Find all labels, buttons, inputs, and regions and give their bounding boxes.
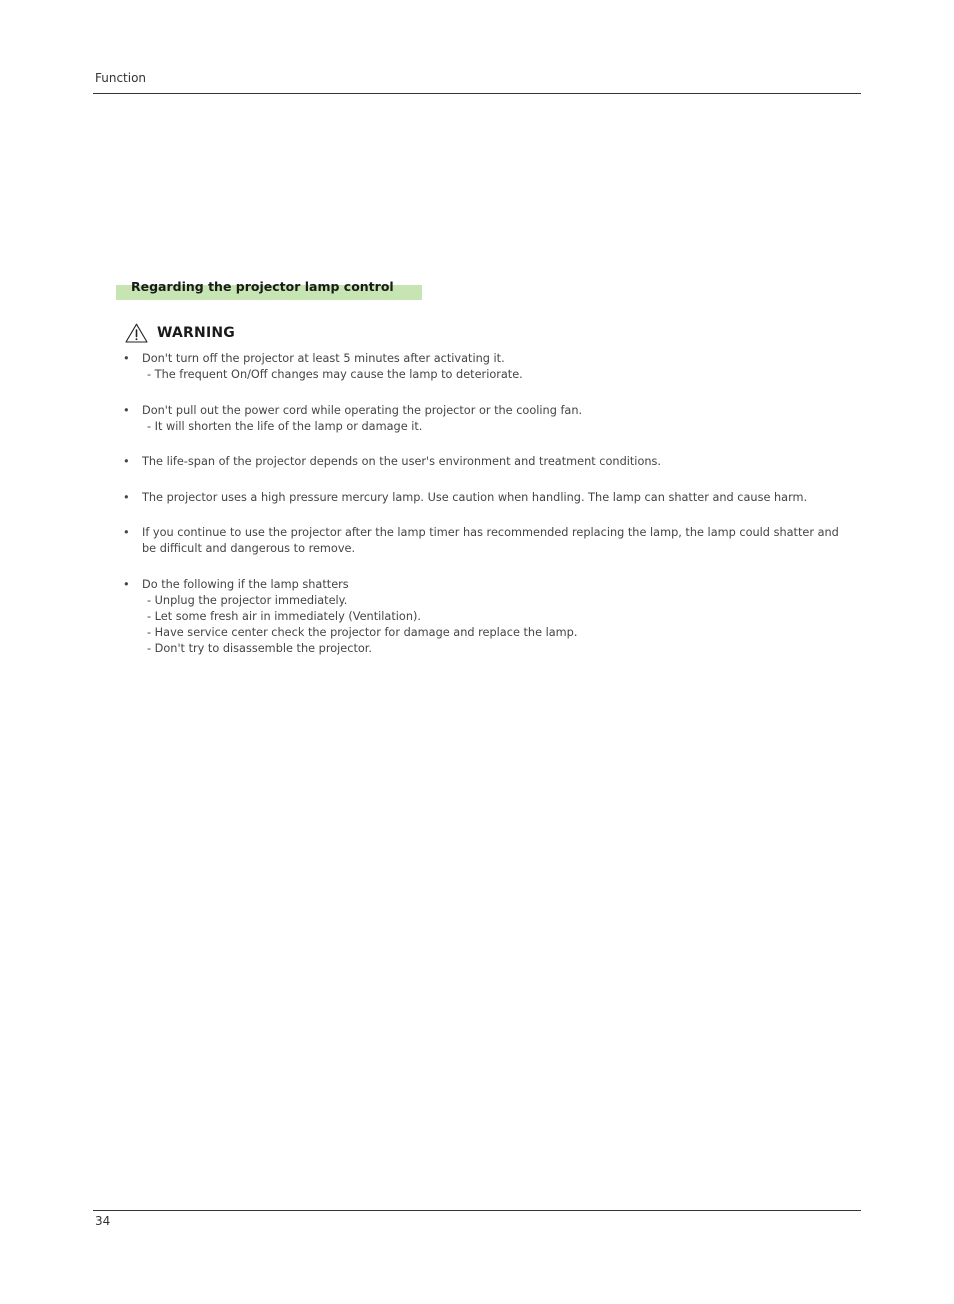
page-number: 34 (95, 1214, 111, 1228)
list-item-text: Do the following if the lamp shatters (142, 577, 349, 591)
list-item-text: The projector uses a high pressure mercury lamp. Use caution when handling. The lamp can shatter and cause harm. (142, 490, 808, 504)
list-item-subtext: - Unplug the projector immediately. (147, 593, 348, 607)
warning-triangle-icon (125, 323, 148, 343)
list-item (122, 351, 842, 383)
list-item (122, 490, 842, 506)
list-item-subtext: - The frequent On/Off changes may cause the lamp to deteriorate. (147, 368, 523, 381)
list-item-subtext: - Let some fresh air in immediately (Ventilation). (147, 609, 421, 623)
warning-label: WARNING (157, 325, 235, 341)
list-item-subtext: - It will shorten the life of the lamp or damage it. (147, 419, 423, 433)
bullet-marker: • (123, 526, 130, 539)
bullet-marker: • (123, 403, 130, 417)
list-item (122, 525, 842, 557)
section-title: Regarding the projector lamp control (131, 279, 394, 294)
list-item-subtext: - Don't try to disassemble the projector. (147, 641, 372, 655)
list-item (122, 403, 842, 435)
list-item-text: The life-span of the projector depends on the user's environment and treatment conditions. (142, 455, 661, 468)
list-item (122, 454, 842, 470)
header-divider (93, 93, 861, 94)
footer-divider (93, 1210, 861, 1211)
list-item-text: Don't turn off the projector at least 5 minutes after activating it. (142, 352, 505, 365)
bullet-marker: • (123, 352, 130, 365)
bullet-marker: • (123, 577, 130, 591)
list-item-text: If you continue to use the projector after the lamp timer has recommended replacing the lamp, the lamp could shatter and be difficult and dangerous to remove. (142, 526, 839, 555)
bullet-marker: • (123, 455, 130, 468)
bullet-marker: • (123, 490, 130, 504)
list-item-text: Don't pull out the power cord while operating the projector or the cooling fan. (142, 403, 583, 417)
list-item-subtext: - Have service center check the projector for damage and replace the lamp. (147, 625, 578, 639)
running-header: Function (95, 71, 147, 85)
warning-heading (125, 323, 235, 343)
list-item (122, 577, 842, 657)
warning-list (122, 351, 842, 676)
